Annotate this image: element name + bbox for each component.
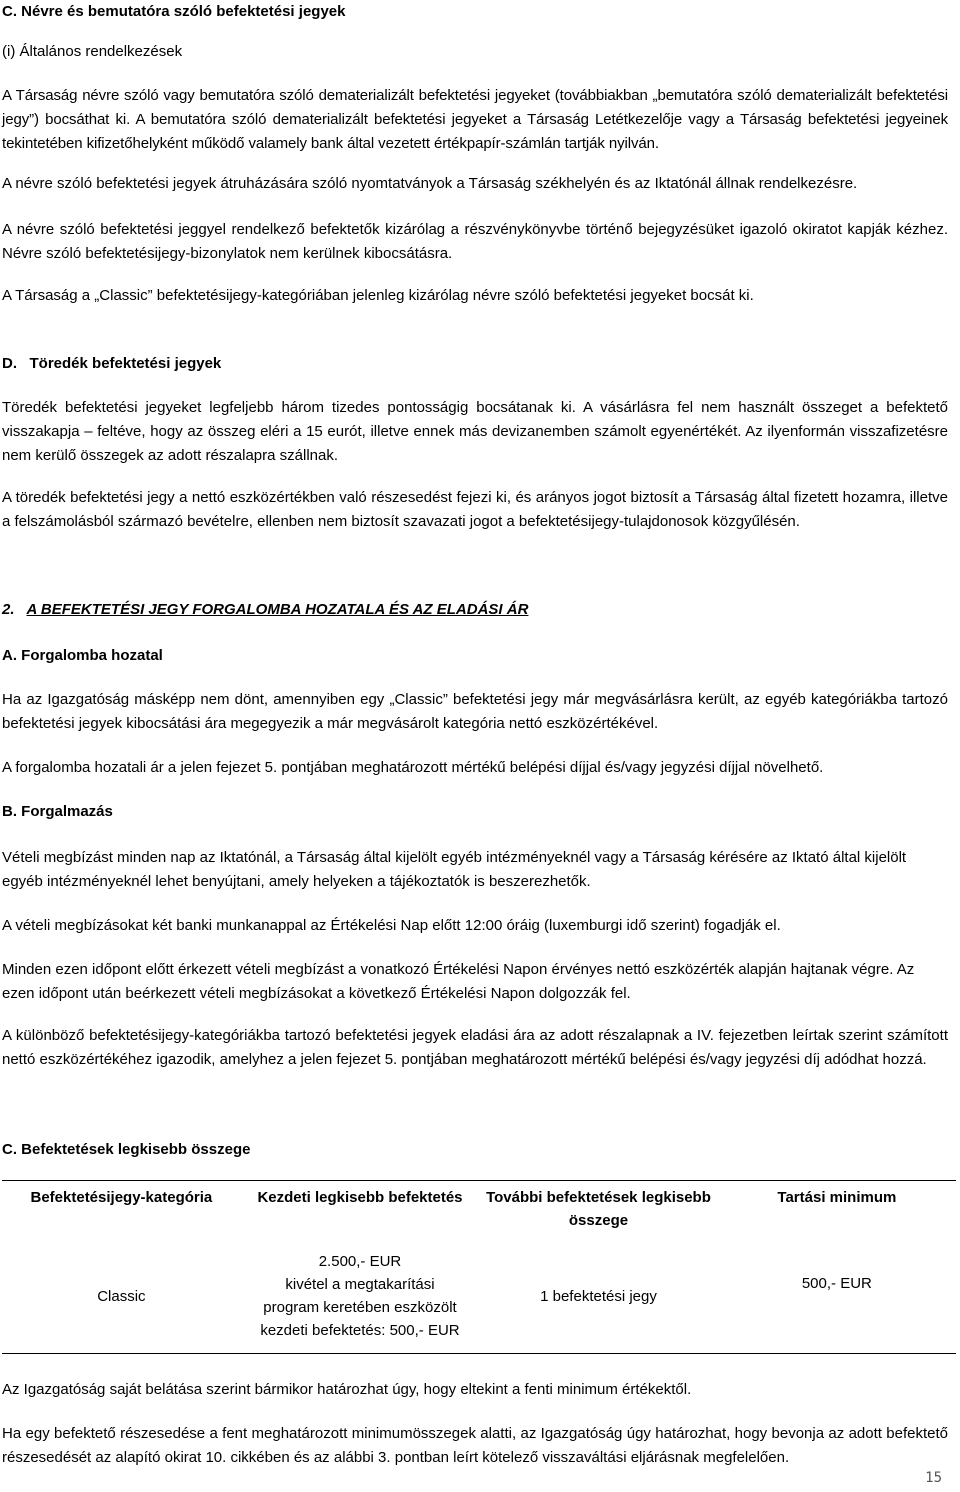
- paragraph-3: A névre szóló befektetési jeggyel rendelkező befektetők kizárólag a részvénykönyvbe történő bejegyzésüket igazoló okiratot kapják kézhez. Névre szóló befektetésijegy-bizonylatok nem kerülnek kibocsátásra.: [2, 221, 948, 262]
- section-2-title: A BEFEKTETÉSI JEGY FORGALOMBA HOZATALA ÉS AZ ELADÁSI ÁR: [26, 601, 529, 618]
- subheading-a: A. Forgalomba hozatal: [2, 647, 163, 664]
- table-header: További befektetések legkisebb összege: [486, 1189, 711, 1229]
- paragraph-5: Töredék befektetési jegyeket legfeljebb három tizedes pontosságig bocsátanak ki. A vásárlásra fel nem használt összeget a befektető visszakapja – feltéve, hogy az összeg eléri a 15 eurót, illetve ennek más devizanemben számolt egyenértékét. Az ilyenformán visszafizetésre nem kerülő összegek az adott részalapra szállnak.: [2, 399, 948, 464]
- table-cell-holding: 500,- EUR: [801, 1275, 872, 1292]
- initial-line-4: kezdeti befektetés: 500,- EUR: [260, 1322, 460, 1339]
- table-header: Kezdeti legkisebb befektetés: [257, 1189, 463, 1206]
- section-d-heading: [2, 352, 948, 376]
- paragraph-11: Minden ezen időpont előtt érkezett vételi megbízást a vonatkozó Értékelési Napon érvényes nettó eszközérték alapján hajtanak végre. Az ezen időpont után beérkezett vételi megbízásokat a következő Értékelési Napon dolgozzák fel.: [2, 961, 915, 1002]
- paragraph-10: A vételi megbízásokat két banki munkanappal az Értékelési Nap előtt 12:00 óráig (luxemburgi idő szerint) fogadják el.: [2, 917, 781, 934]
- paragraph-14: Ha egy befektető részesedése a fent meghatározott minimumösszegek alatti, az Igazgatóság úgy határozhat, hogy bevonja az adott befektető részesedését az alapító okirat 10. cikkében és az alábbi 3. pontban leírt kötelező visszaváltási eljárásnak megfelelően.: [2, 1425, 948, 1466]
- paragraph-4: A Társaság a „Classic” befektetésijegy-kategóriában jelenleg kizárólag névre szóló befektetési jegyeket bocsát ki.: [2, 287, 754, 304]
- subheading-b: B. Forgalmazás: [2, 803, 113, 820]
- paragraph-8: A forgalomba hozatali ár a jelen fejezet 5. pontjában meghatározott mértékű belépési díjjal és/vagy jegyzési díjjal növelhető.: [2, 759, 824, 776]
- section-2-heading: [2, 598, 948, 622]
- paragraph-2: A névre szóló befektetési jegyek átruházására szóló nyomtatványok a Társaság székhelyén és az Iktatónál állnak rendelkezésre.: [2, 175, 858, 192]
- paragraph-12: A különböző befektetésijegy-kategóriákba tartozó befektetési jegyek eladási ára az adott részalapnak a IV. fejezetben leírtak szerint számított nettó eszközértékéhez igazodik, amelyhez a jelen fejezet 5. pontjában meghatározott mértékű belépési és/vagy jegyzési díj adódhat hozzá.: [2, 1027, 948, 1068]
- table-cell-category: Classic: [97, 1287, 146, 1305]
- table-cell-initial: [241, 1238, 479, 1354]
- table-header: Tartási minimum: [777, 1189, 897, 1206]
- paragraph-9: Vételi megbízást minden nap az Iktatónál, a Társaság által kijelölt egyéb intézményeknél vagy a Társaság kérésére az Iktató által kijelölt egyéb intézményeknél lehet benyújtani, amely helyeken a tájékoztatók is beszerezhetők.: [2, 849, 907, 890]
- section-2-number: 2.: [2, 601, 15, 618]
- table-header: Befektetésijegy-kategória: [30, 1189, 213, 1206]
- paragraph-6: A töredék befektetési jegy a nettó eszközértékben való részesedést fejezi ki, és arányos jogot biztosít a Társaság által fizetett hozamra, illetve a felszámolásból származó bevételre, ellenben nem biztosít szavazati jogot a befektetésijegy-tulajdonosok közgyűlésén.: [2, 489, 948, 530]
- minimum-investment-table: [2, 1180, 956, 1354]
- page-number: 15: [925, 1470, 942, 1486]
- table-row: [2, 1238, 956, 1354]
- paragraph-13: Az Igazgatóság saját belátása szerint bármikor határozhat úgy, hogy eltekint a fenti minimum értékektől.: [2, 1381, 692, 1398]
- initial-line-2: kivétel a megtakarítási: [285, 1276, 435, 1293]
- section-c-title: C. Névre és bemutatóra szóló befektetési jegyek: [2, 3, 346, 20]
- initial-line-3: program keretében eszközölt: [263, 1299, 457, 1316]
- table-cell-further: 1 befektetési jegy: [540, 1287, 657, 1305]
- table-header-row: [2, 1181, 956, 1239]
- section-d-title: Töredék befektetési jegyek: [29, 355, 222, 372]
- paragraph-7: Ha az Igazgatóság másképp nem dönt, amennyiben egy „Classic” befektetési jegy már megvásárlásra került, az egyéb kategóriákba tartozó befektetési jegyek kibocsátási ára megegyezik a már megvásárolt kategória nettó eszközértékével.: [2, 691, 948, 732]
- initial-line-1: 2.500,- EUR: [318, 1253, 402, 1270]
- paragraph-1: A Társaság névre szóló vagy bemutatóra szóló dematerializált befektetési jegyeket (továbbiakban „bemutatóra szóló dematerializált befektetési jegy”) bocsáthat ki. A bemutatóra szóló dematerializált befektetési jegyeket a Társaság Letétkezelője vagy a Társaság befektetési jegyeinek tekintetében kifizetőhelyként működő valamely bank által vezetett értékpapír-számlán tartják nyilván.: [2, 87, 948, 152]
- section-c-subtitle: (i) Általános rendelkezések: [2, 43, 183, 60]
- section-d-number: D.: [2, 355, 17, 372]
- subheading-c: C. Befektetések legkisebb összege: [2, 1141, 251, 1158]
